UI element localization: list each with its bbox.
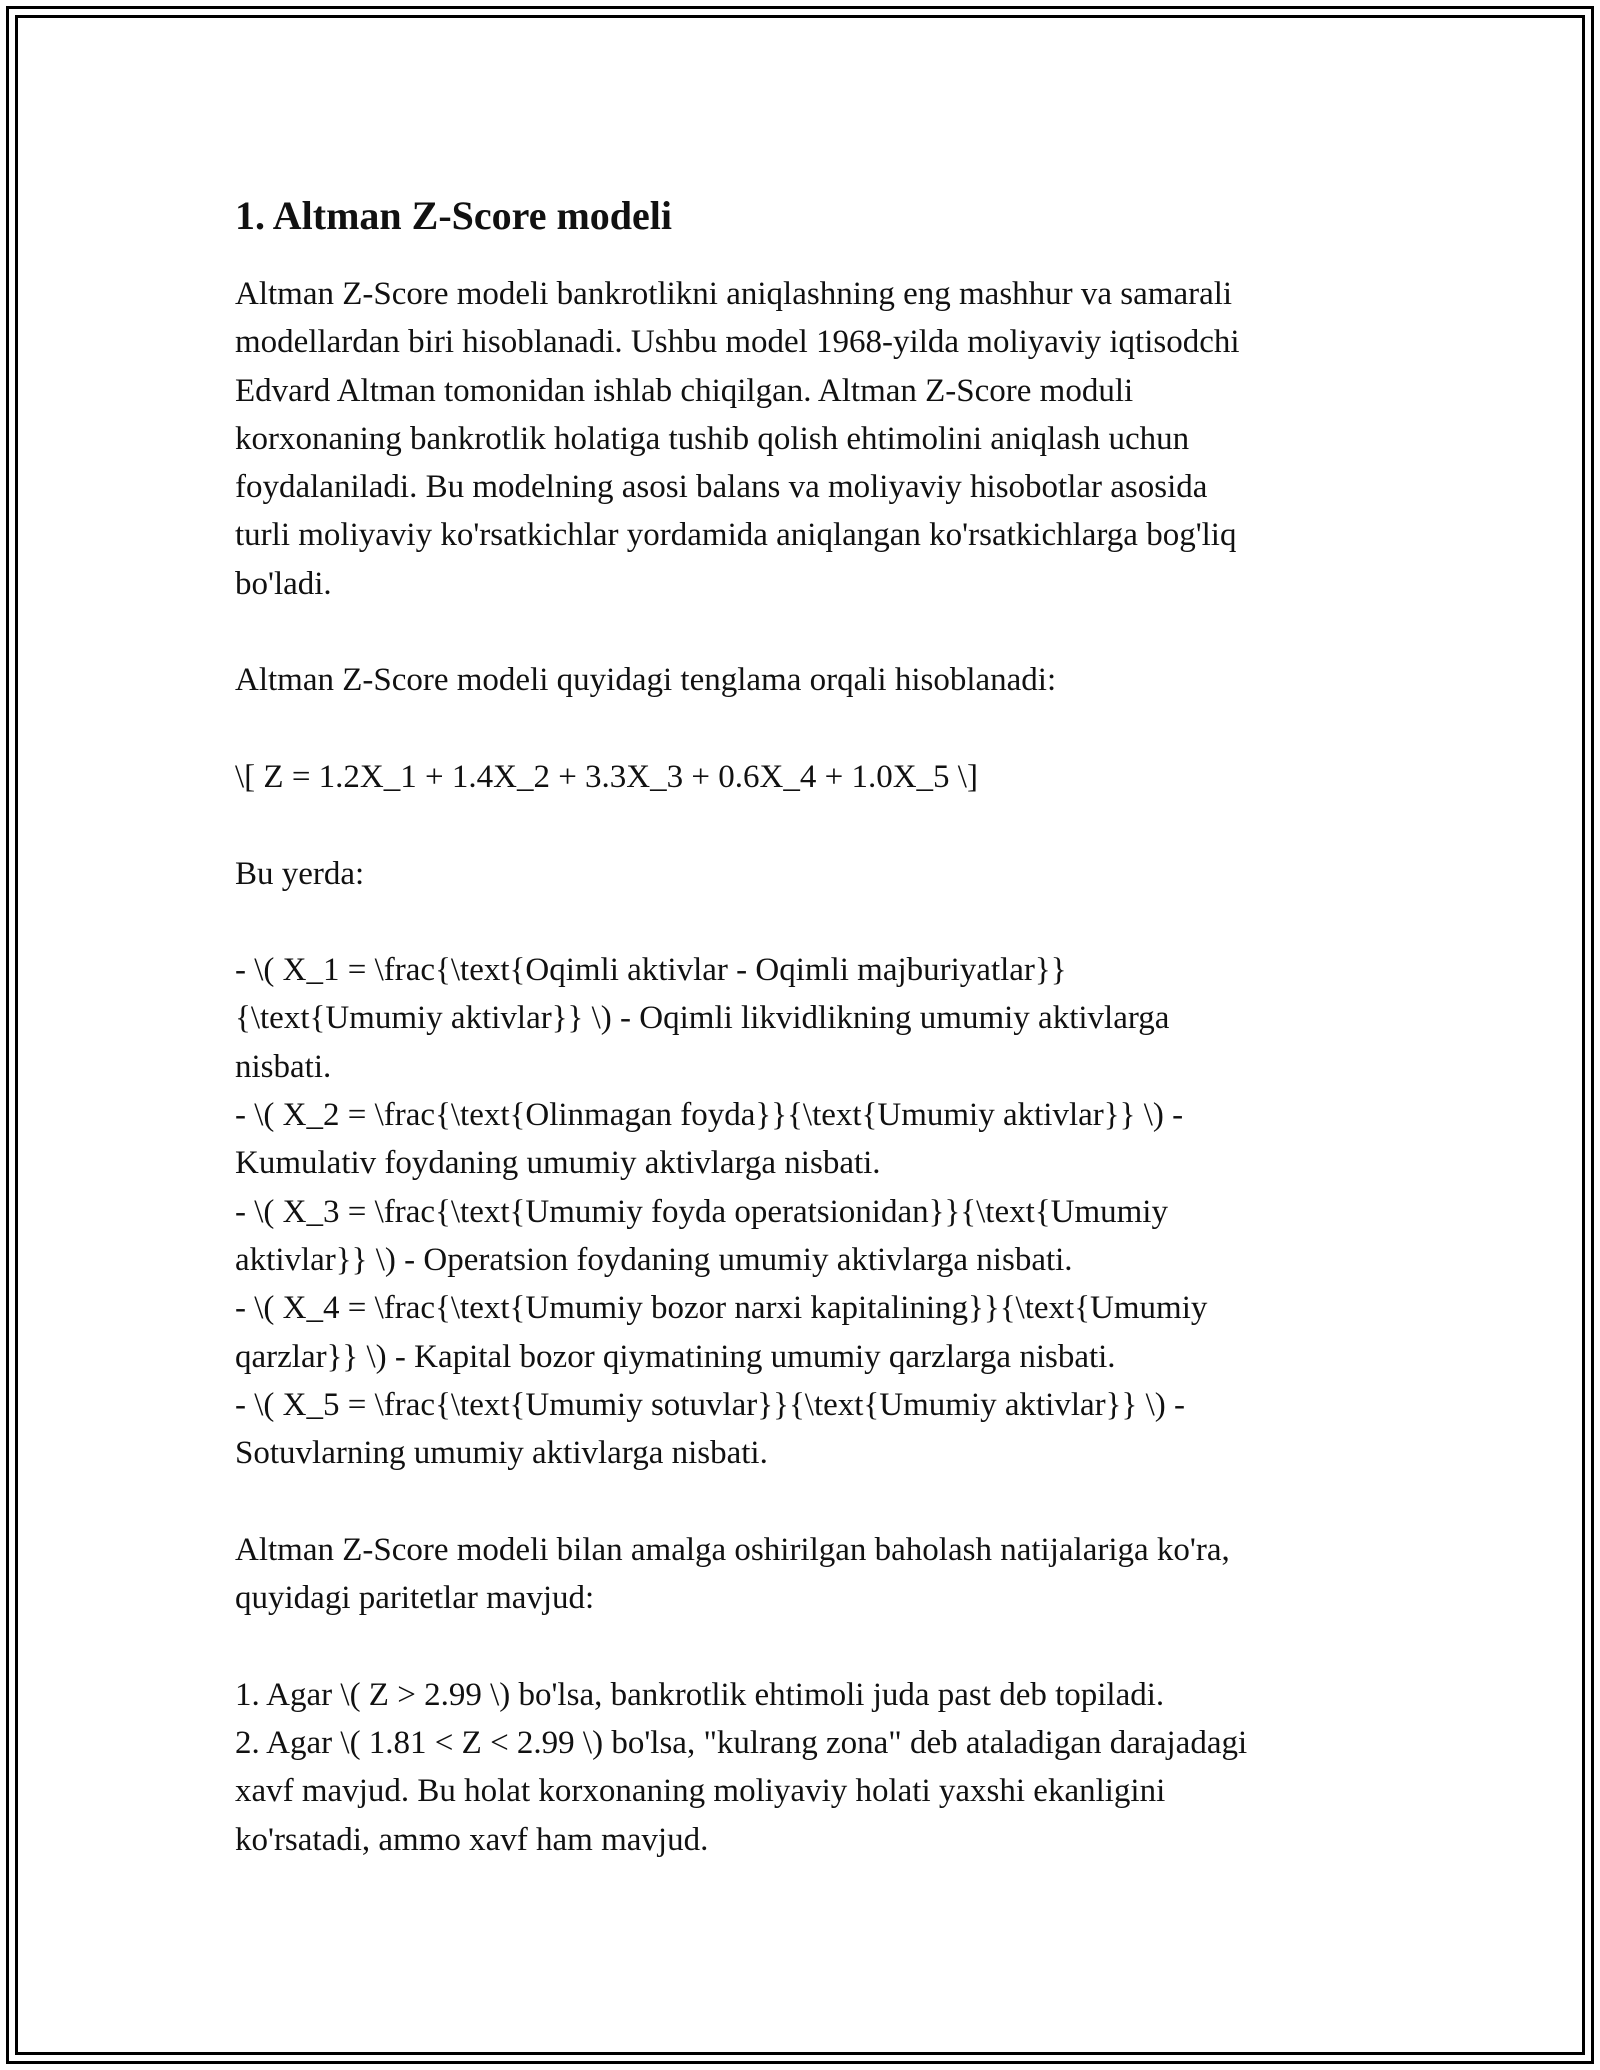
condition-line: ko'rsatadi, ammo xavf ham mavjud. <box>235 1821 709 1858</box>
results-line: quyidagi paritetlar mavjud: <box>235 1580 595 1617</box>
where-label: Bu yerda: <box>235 855 365 892</box>
variable-line: qarzlar}} \) - Kapital bozor qiymatining umumiy qarzlarga nisbati. <box>235 1338 1116 1375</box>
condition-line: 1. Agar \( Z > 2.99 \) bo'lsa, bankrotlik ehtimoli juda past deb topiladi. <box>235 1676 1165 1713</box>
variable-line: Kumulativ foydaning umumiy aktivlarga nisbati. <box>235 1145 881 1182</box>
conditions-list <box>235 1671 1375 1864</box>
intro-line: bo'ladi. <box>235 565 332 602</box>
variable-line: nisbati. <box>235 1048 332 1085</box>
intro-line: turli moliyaviy ko'rsatkichlar yordamida aniqlangan ko'rsatkichlarga bog'liq <box>235 517 1237 554</box>
intro-line: korxonaning bankrotlik holatiga tushib qolish ehtimolini aniqlash uchun <box>235 420 1190 457</box>
paragraph-gap <box>235 801 1375 849</box>
variable-line: Sotuvlarning umumiy aktivlarga nisbati. <box>235 1435 768 1472</box>
formula: \[ Z = 1.2X_1 + 1.4X_2 + 3.3X_3 + 0.6X_4 + 1.0X_5 \] <box>235 758 978 795</box>
results-line: Altman Z-Score modeli bilan amalga oshirilgan baholash natijalariga ko'ra, <box>235 1531 1230 1568</box>
condition-line: 2. Agar \( 1.81 < Z < 2.99 \) bo'lsa, "kulrang zona" deb ataladigan darajadagi <box>235 1724 1248 1761</box>
intro-line: Edvard Altman tomonidan ishlab chiqilgan. Altman Z-Score moduli <box>235 372 1134 409</box>
intro-line: foydalaniladi. Bu modelning asosi balans va moliyaviy hisobotlar asosida <box>235 469 1208 506</box>
condition-line: xavf mavjud. Bu holat korxonaning moliyaviy holati yaxshi ekanligini <box>235 1773 1166 1810</box>
variable-line: - \( X_4 = \frac{\text{Umumiy bozor narxi kapitalining}}{\text{Umumiy <box>235 1290 1208 1327</box>
variable-line: - \( X_2 = \frac{\text{Olinmagan foyda}}{\text{Umumiy aktivlar}} \) - <box>235 1097 1184 1134</box>
variable-line: - \( X_5 = \frac{\text{Umumiy sotuvlar}}{\text{Umumiy aktivlar}} \) - <box>235 1386 1185 1423</box>
paragraph-gap <box>235 1622 1375 1670</box>
formula-intro: Altman Z-Score modeli quyidagi tenglama orqali hisoblanadi: <box>235 662 1057 699</box>
document-body <box>235 180 1375 1864</box>
variable-line: {\text{Umumiy aktivlar}} \) - Oqimli likvidlikning umumiy aktivlarga <box>235 1000 1170 1037</box>
section-title: 1. Altman Z-Score modeli <box>235 193 673 238</box>
variables-list <box>235 946 1375 1477</box>
variable-line: aktivlar}} \) - Operatsion foydaning umumiy aktivlarga nisbati. <box>235 1241 1073 1278</box>
variable-line: - \( X_1 = \frac{\text{Oqimli aktivlar - Oqimli majburiyatlar}} <box>235 952 1067 989</box>
intro-line: modellardan biri hisoblanadi. Ushbu model 1968-yilda moliyaviy iqtisodchi <box>235 324 1240 361</box>
results-paragraph <box>235 1526 1375 1623</box>
paragraph-gap <box>235 1477 1375 1525</box>
paragraph-gap <box>235 608 1375 656</box>
paragraph-gap <box>235 705 1375 753</box>
intro-paragraph <box>235 270 1375 608</box>
paragraph-gap <box>235 898 1375 946</box>
intro-line: Altman Z-Score modeli bankrotlikni aniqlashning eng mashhur va samarali <box>235 276 1233 312</box>
variable-line: - \( X_3 = \frac{\text{Umumiy foyda operatsionidan}}{\text{Umumiy <box>235 1193 1168 1230</box>
